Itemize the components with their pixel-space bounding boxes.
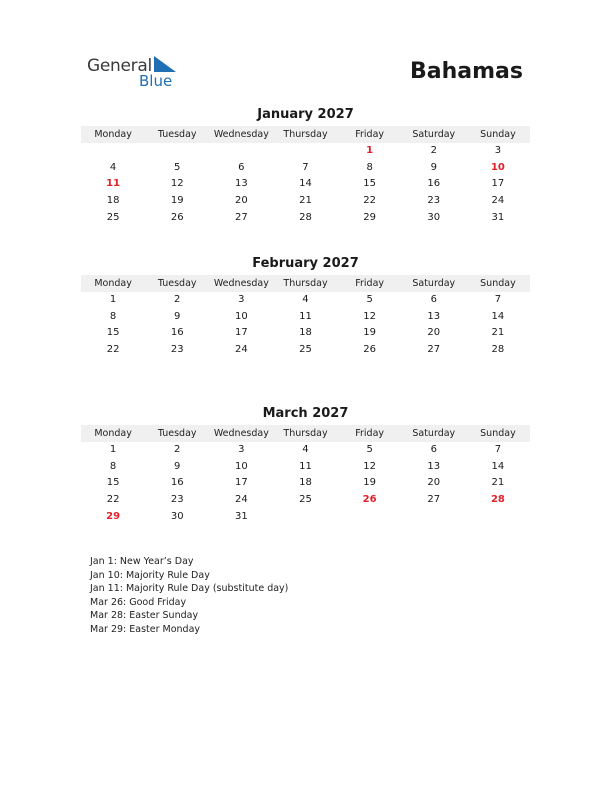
day-cell: 31 [234,510,248,522]
day-cell: 3 [238,444,245,455]
day-cell: 29 [363,211,376,223]
day-cell: 1 [109,444,117,455]
day-cell: 30 [427,211,441,223]
day-cell: 8 [109,460,117,472]
weekday-label: Sunday [480,278,516,289]
day-cell: 21 [491,477,505,489]
day-cell: 6 [430,294,437,305]
month-grid [81,143,530,226]
week-row [81,459,530,476]
week-row [81,176,530,193]
month-title: March 2027 [262,406,349,421]
weekday-label: Friday [355,428,385,439]
day-cell: 22 [106,344,120,356]
weekday-label: Sunday [480,129,516,140]
day-cell: 15 [106,477,120,489]
day-cell: 25 [299,494,312,506]
holiday-item: Jan 10: Majority Rule Day [90,569,210,581]
day-cell: 11 [299,460,312,472]
day-cell [273,509,337,526]
day-cell: 15 [363,178,376,190]
day-cell: 14 [491,310,505,322]
weekday-header [81,425,530,442]
week-row [81,160,530,177]
holiday-item: Mar 29: Easter Monday [90,623,201,635]
weekday-label: Sunday [480,428,516,439]
month-title: February 2027 [252,256,359,271]
weekday-label: Monday [94,129,132,140]
day-cell: 1 [109,294,117,305]
holiday-item: Jan 11: Majority Rule Day (substitute day) [90,583,289,595]
brand-logo [87,56,197,96]
day-cell: 20 [234,195,248,207]
weekday-header [81,275,530,292]
day-cell: 21 [299,195,312,207]
day-cell: 19 [170,195,184,207]
month-february [81,255,530,359]
day-cell [338,509,402,526]
day-cell: 10 [234,460,248,472]
weekday-label: Saturday [412,129,456,140]
day-cell: 16 [170,327,184,339]
day-cell: 28 [299,211,312,223]
weekday-label: Thursday [283,278,328,289]
day-cell: 14 [299,178,312,190]
day-cell: 16 [427,178,441,190]
week-row [81,475,530,492]
day-cell: 5 [366,294,373,305]
day-cell [145,143,209,160]
day-cell: 10 [490,161,505,173]
holiday-list [90,555,288,637]
day-cell: 4 [302,294,309,305]
day-cell: 12 [170,178,184,190]
weekday-label: Wednesday [213,428,269,439]
day-cell: 20 [427,327,441,339]
day-cell: 2 [174,294,181,305]
day-cell: 5 [366,444,373,455]
day-cell: 18 [106,195,120,207]
weekday-header [81,126,530,143]
day-cell: 12 [363,310,376,322]
week-row [81,509,530,526]
day-cell: 9 [174,460,181,472]
month-january [81,106,530,226]
day-cell [209,143,273,160]
week-row [81,309,530,326]
day-cell: 28 [491,344,505,356]
week-row [81,143,530,160]
day-cell: 2 [174,444,181,455]
week-row [81,292,530,309]
brand-general: General [87,56,152,76]
day-cell: 24 [234,494,248,506]
weekday-label: Thursday [283,129,328,140]
day-cell: 26 [362,494,377,506]
day-cell: 24 [491,195,505,207]
day-cell: 17 [491,178,505,190]
day-cell: 24 [234,344,248,356]
day-cell: 19 [363,477,376,489]
day-cell: 2 [430,145,437,156]
month-grid [81,442,530,525]
week-row [81,325,530,342]
day-cell: 11 [106,178,121,190]
month-grid [81,292,530,359]
day-cell: 7 [302,161,309,173]
day-cell: 8 [366,161,373,173]
day-cell: 23 [427,195,441,207]
day-cell [466,509,530,526]
weekday-label: Saturday [412,278,456,289]
holiday-item: Jan 1: New Year’s Day [90,556,194,567]
day-cell: 13 [427,310,441,322]
day-cell: 29 [106,510,121,522]
day-cell: 15 [106,327,120,339]
weekday-label: Friday [355,278,385,289]
day-cell: 19 [363,327,376,339]
day-cell: 13 [427,460,441,472]
day-cell: 9 [174,310,181,322]
week-row [81,342,530,359]
month-title: January 2027 [257,107,354,122]
day-cell: 18 [299,477,312,489]
holiday-item: Mar 26: Good Friday [90,596,187,608]
day-cell [402,509,466,526]
weekday-label: Wednesday [213,129,269,140]
week-row [81,442,530,459]
week-row [81,193,530,210]
weekday-label: Friday [355,129,385,140]
day-cell: 4 [109,161,117,173]
day-cell [81,143,145,160]
weekday-label: Tuesday [157,428,197,439]
week-row [81,210,530,227]
day-cell: 6 [238,161,245,173]
weekday-label: Tuesday [157,278,197,289]
day-cell: 22 [106,494,120,506]
logo-triangle-icon [154,56,176,72]
day-cell: 16 [170,477,184,489]
weekday-label: Saturday [412,428,456,439]
weekday-label: Monday [94,428,132,439]
day-cell: 8 [109,310,117,322]
day-cell: 9 [430,161,437,173]
day-cell: 23 [170,344,184,356]
day-cell: 25 [106,211,120,223]
day-cell: 5 [174,161,181,173]
day-cell: 17 [234,477,248,489]
day-cell: 25 [299,344,312,356]
day-cell: 26 [170,211,184,223]
day-cell: 14 [491,460,505,472]
weekday-label: Thursday [283,428,328,439]
day-cell: 22 [363,195,376,207]
day-cell: 11 [299,310,312,322]
day-cell: 3 [494,145,502,156]
day-cell: 10 [234,310,248,322]
day-cell: 6 [430,444,437,455]
day-cell: 27 [427,344,441,356]
day-cell: 1 [366,145,374,156]
month-march [81,405,530,525]
weekday-label: Monday [94,278,132,289]
day-cell: 17 [234,327,248,339]
day-cell: 12 [363,460,376,472]
day-cell: 13 [234,178,248,190]
day-cell: 18 [299,327,312,339]
day-cell: 4 [302,444,309,455]
day-cell: 27 [427,494,441,506]
day-cell: 20 [427,477,441,489]
day-cell: 28 [490,494,505,506]
weekday-label: Wednesday [213,278,269,289]
holiday-item: Mar 28: Easter Sunday [90,610,199,622]
day-cell: 3 [238,294,245,305]
day-cell [273,143,337,160]
day-cell: 7 [494,444,502,455]
day-cell: 30 [170,510,184,522]
week-row [81,492,530,509]
brand-blue: Blue [139,72,173,90]
day-cell: 7 [494,294,502,305]
day-cell: 31 [491,211,505,223]
day-cell: 26 [363,344,376,356]
day-cell: 23 [170,494,184,506]
day-cell: 21 [491,327,505,339]
weekday-label: Tuesday [157,129,197,140]
day-cell: 27 [234,211,248,223]
country-title: Bahamas [410,59,523,84]
